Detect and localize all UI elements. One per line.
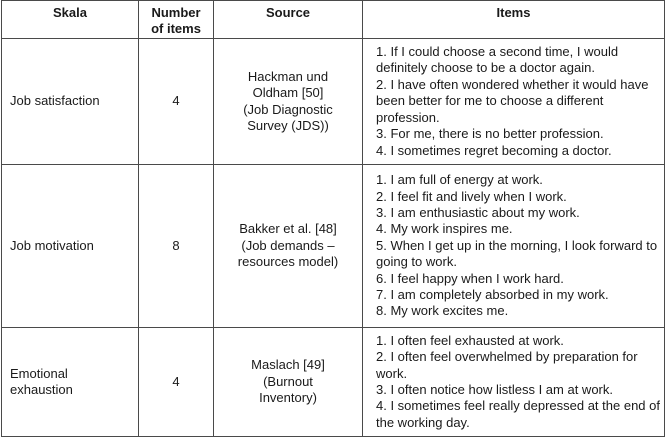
items-cell xyxy=(363,165,665,328)
source-line: (Job Diagnostic xyxy=(243,101,333,117)
list-item: 2. I often feel overwhelmed by preparation for work. xyxy=(376,349,638,381)
list-item: 2. I have often wondered whether it would have been better for me to choose a different profession. xyxy=(376,76,649,125)
header-number-of-items xyxy=(139,1,214,39)
source-cell xyxy=(214,165,363,328)
skala-line: Emotional xyxy=(10,365,68,381)
source-line: resources model) xyxy=(237,254,339,270)
list-item: 1. I am full of energy at work. xyxy=(376,172,543,188)
header-row xyxy=(2,1,665,39)
item-count-cell: 4 xyxy=(139,39,214,165)
list-item: 4. My work inspires me. xyxy=(376,221,513,237)
source-line: Maslach [49] xyxy=(251,357,325,373)
header-source: Source xyxy=(214,1,363,39)
source-line: (Job demands – xyxy=(241,237,335,253)
table-row xyxy=(2,165,665,328)
source-cell xyxy=(214,39,363,165)
list-item: 3. For me, there is no better profession. xyxy=(376,126,604,142)
list-item: 1. I often feel exhausted at work. xyxy=(376,332,564,348)
skala-cell: Job motivation xyxy=(2,165,139,328)
list-item: 3. I often notice how listless I am at work. xyxy=(376,382,613,397)
item-count-cell: 4 xyxy=(139,328,214,437)
skala-cell: Job satisfaction xyxy=(2,39,139,165)
scales-table xyxy=(1,0,665,437)
items-cell xyxy=(363,39,665,165)
table-row xyxy=(2,328,665,437)
list-item: 8. My work excites me. xyxy=(376,303,509,319)
source-line: Hackman und xyxy=(247,68,329,84)
list-item: 3. I am enthusiastic about my work. xyxy=(376,204,580,220)
header-number-line1: Number xyxy=(151,5,201,20)
list-item: 7. I am completely absorbed in my work. xyxy=(376,287,609,303)
list-item: 4. I sometimes feel really depressed at the end of the working day. xyxy=(376,398,660,430)
skala-cell xyxy=(2,328,139,437)
header-number-line2: of items xyxy=(151,21,201,37)
list-item: 1. If I could choose a second time, I would definitely choose to be a doctor again. xyxy=(376,44,619,76)
source-line: (Burnout xyxy=(263,373,313,389)
items-cell xyxy=(363,328,665,437)
source-line: Inventory) xyxy=(259,390,317,406)
header-skala: Skala xyxy=(2,1,139,39)
list-item: 5. When I get up in the morning, I look forward to going to work. xyxy=(376,237,658,270)
source-cell xyxy=(214,328,363,437)
source-line: Oldham [50] xyxy=(252,85,324,101)
source-line: Bakker et al. [48] xyxy=(239,221,337,237)
skala-line: exhaustion xyxy=(10,382,73,397)
source-line: Survey (JDS)) xyxy=(247,117,329,133)
list-item: 4. I sometimes regret becoming a doctor. xyxy=(376,142,612,158)
header-items: Items xyxy=(363,1,665,39)
list-item: 6. I feel happy when I work hard. xyxy=(376,270,564,286)
list-item: 2. I feel fit and lively when I work. xyxy=(376,188,567,204)
item-count-cell: 8 xyxy=(139,165,214,328)
table-row xyxy=(2,39,665,165)
